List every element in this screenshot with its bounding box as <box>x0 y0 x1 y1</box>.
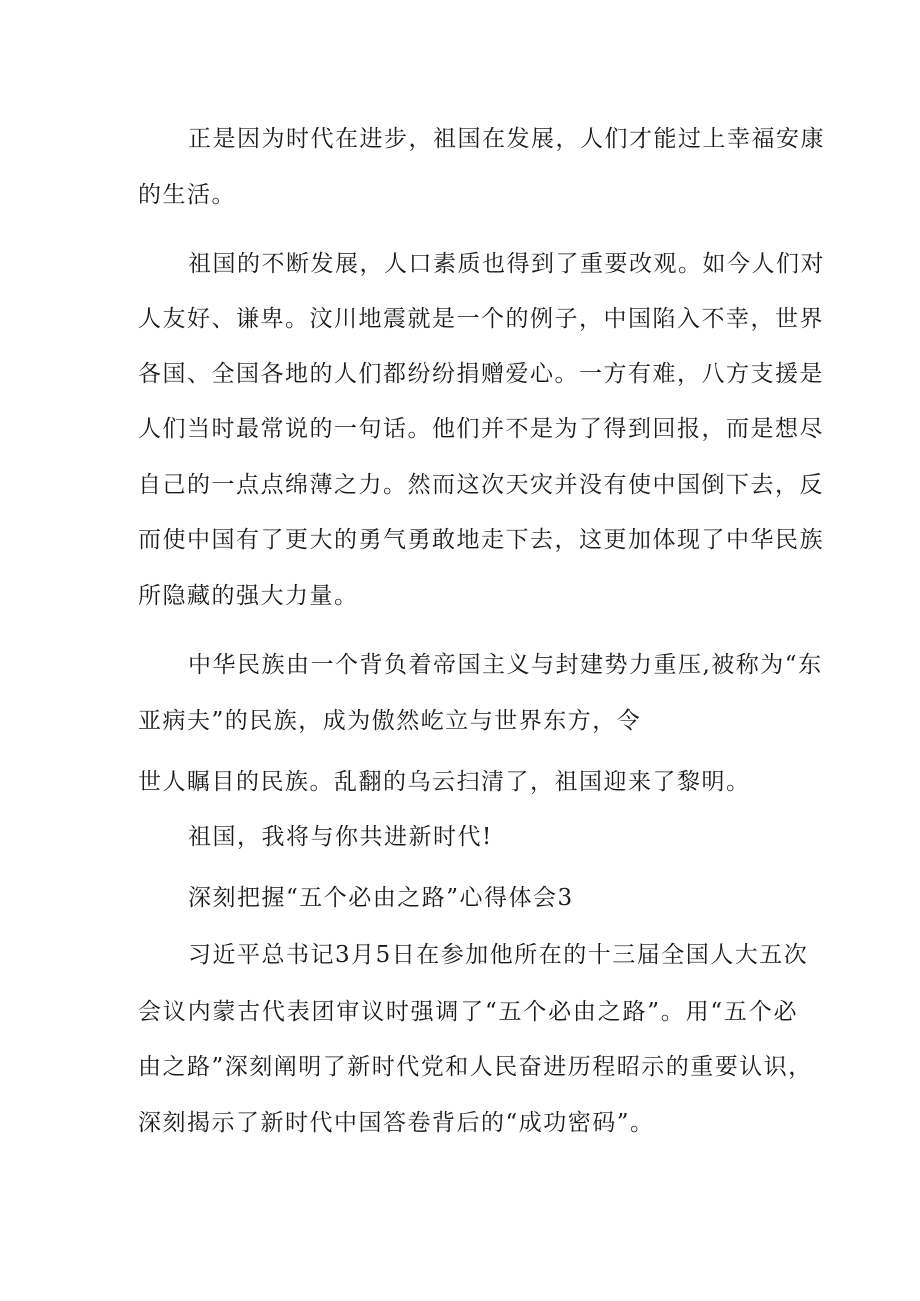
paragraph-line: 各国、全国各地的人们都纷纷捐赠爱心。一方有难，八方支援是 <box>138 361 824 387</box>
paragraph-line: 亚病夫”的民族，成为傲然屹立与世界东方，令 <box>138 708 642 734</box>
paragraph-line: 会议内蒙古代表团审议时强调了“五个必由之路”。用“五个必 <box>138 999 798 1025</box>
paragraph-line: 人友好、谦卑。汶川地震就是一个的例子，中国陷入不幸，世界 <box>138 306 824 332</box>
paragraph-line: 深刻揭示了新时代中国答卷背后的“成功密码”。 <box>138 1110 655 1136</box>
paragraph-line: 由之路”深刻阐明了新时代党和人民奋进历程昭示的重要认识， <box>138 1054 813 1080</box>
paragraph-line: 祖国，我将与你共进新时代! <box>188 824 493 850</box>
paragraph-line: 世人瞩目的民族。乱翻的乌云扫清了，祖国迎来了黎明。 <box>138 769 751 795</box>
paragraph-line: 中华民族由一个背负着帝国主义与封建势力重压,被称为“东 <box>188 652 823 678</box>
paragraph-line: 习近平总书记3月5日在参加他所在的十三届全国人大五次 <box>188 942 809 968</box>
paragraph-line: 正是因为时代在进步，祖国在发展，人们才能过上幸福安康 <box>188 126 825 152</box>
paragraph-line: 自己的一点点绵薄之力。然而这次天灾并没有使中国倒下去，反 <box>138 472 824 498</box>
section-heading: 深刻把握“五个必由之路”心得体会3 <box>188 885 574 911</box>
paragraph-line: 人们当时最常说的一句话。他们并不是为了得到回报，而是想尽 <box>138 416 824 442</box>
paragraph-line: 所隐藏的强大力量。 <box>138 583 359 609</box>
paragraph-line: 祖国的不断发展，人口素质也得到了重要改观。如今人们对 <box>188 251 825 277</box>
paragraph-line: 的生活。 <box>138 182 236 208</box>
paragraph-line: 而使中国有了更大的勇气勇敢地走下去，这更加体现了中华民族 <box>138 527 824 553</box>
